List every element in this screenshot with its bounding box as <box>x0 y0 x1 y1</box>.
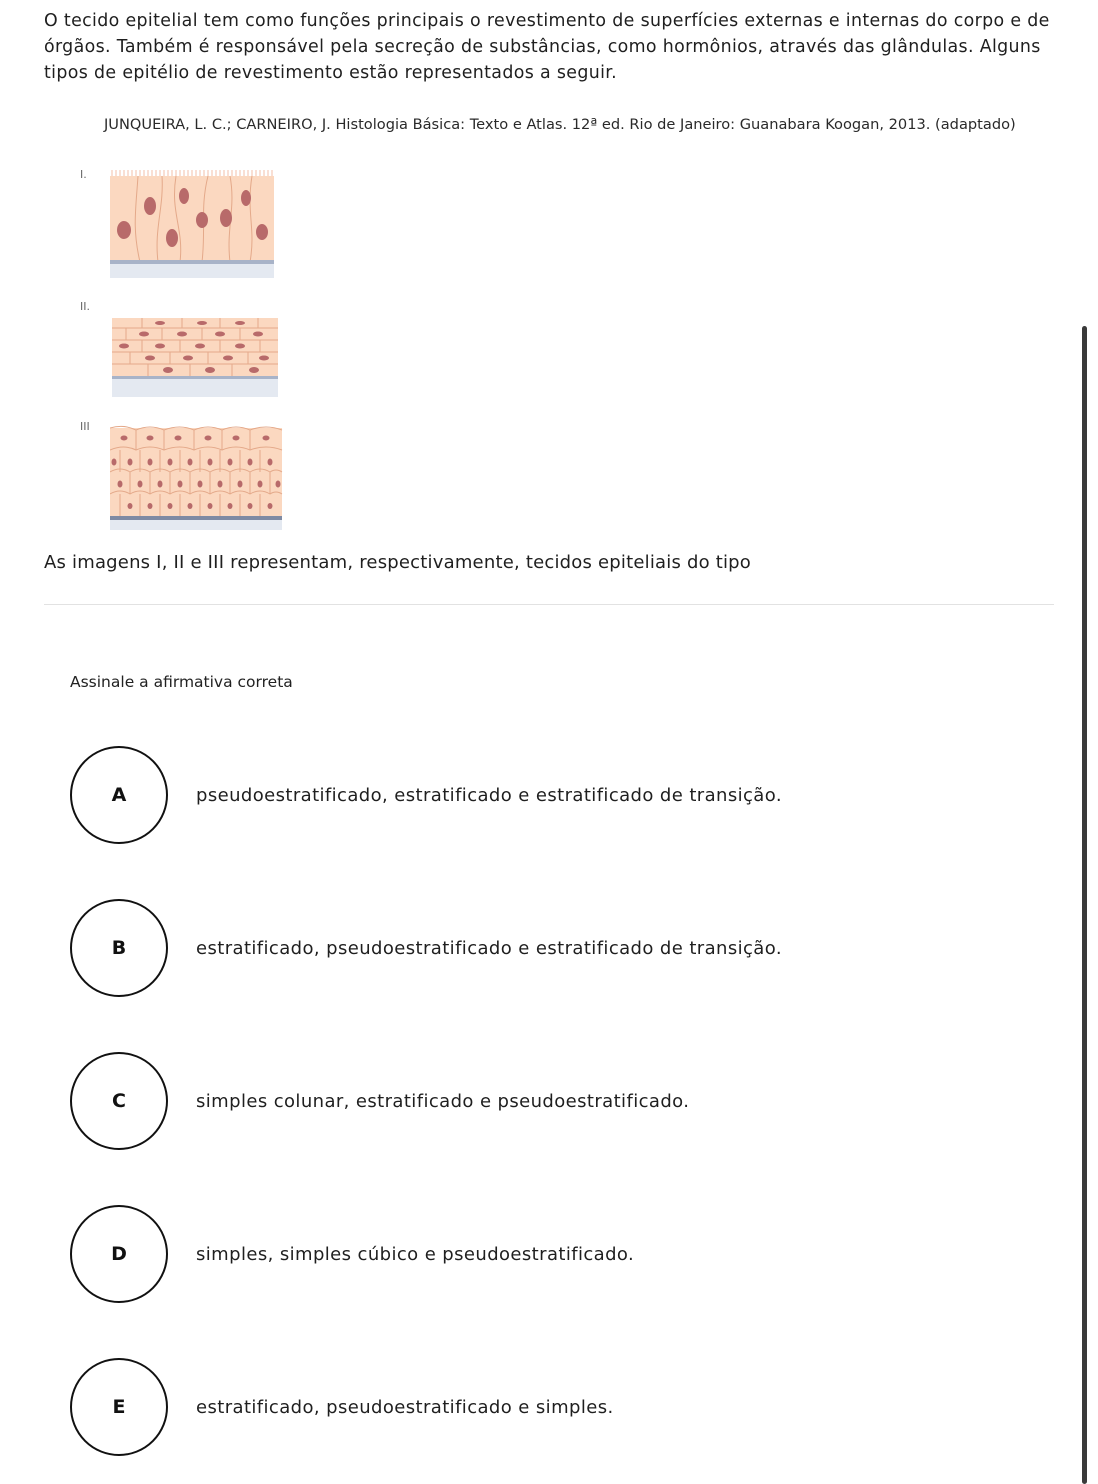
option-c-letter[interactable]: C <box>70 1052 168 1150</box>
question-text: As imagens I, II e III representam, respectivamente, tecidos epiteliais do tipo <box>44 552 752 573</box>
option-b-text: estratificado, pseudoestratificado e estratificado de transição. <box>196 937 782 959</box>
figure-1-illustration <box>110 168 276 280</box>
citation: JUNQUEIRA, L. C.; CARNEIRO, J. Histologia Básica: Texto e Atlas. 12ª ed. Rio de Janeiro: Guanabara Koogan, 2013. (adaptado) <box>104 116 1016 133</box>
figure-1-label: I. <box>80 168 87 181</box>
option-c-text: simples colunar, estratificado e pseudoestratificado. <box>196 1090 690 1112</box>
option-c[interactable] <box>70 1050 1050 1152</box>
option-e-text: estratificado, pseudoestratificado e simples. <box>196 1396 614 1418</box>
option-d-text: simples, simples cúbico e pseudoestratificado. <box>196 1243 635 1265</box>
figure-3-label: III <box>80 420 90 433</box>
option-d[interactable] <box>70 1203 1050 1305</box>
intro-paragraph: O tecido epitelial tem como funções principais o revestimento de superfícies externas e internas do corpo e de órgãos. Também é responsável pela secreção de substâncias, como hormônios, através das glândulas. Alguns tipos de epitélio de revestimento estão representados a seguir. <box>44 11 1050 83</box>
scrollbar[interactable] <box>1082 326 1087 1484</box>
figure-2-illustration <box>112 316 280 400</box>
instruction-text: Assinale a afirmativa correta <box>70 673 293 691</box>
option-e-letter[interactable]: E <box>70 1358 168 1456</box>
option-a-letter[interactable]: A <box>70 746 168 844</box>
figure-2-label: II. <box>80 300 90 313</box>
option-d-letter[interactable]: D <box>70 1205 168 1303</box>
option-a[interactable] <box>70 744 1050 846</box>
option-b[interactable] <box>70 897 1050 999</box>
divider <box>44 604 1054 605</box>
figure-3-illustration <box>110 424 284 532</box>
option-e[interactable] <box>70 1356 1050 1458</box>
option-a-text: pseudoestratificado, estratificado e estratificado de transição. <box>196 784 782 806</box>
option-b-letter[interactable]: B <box>70 899 168 997</box>
